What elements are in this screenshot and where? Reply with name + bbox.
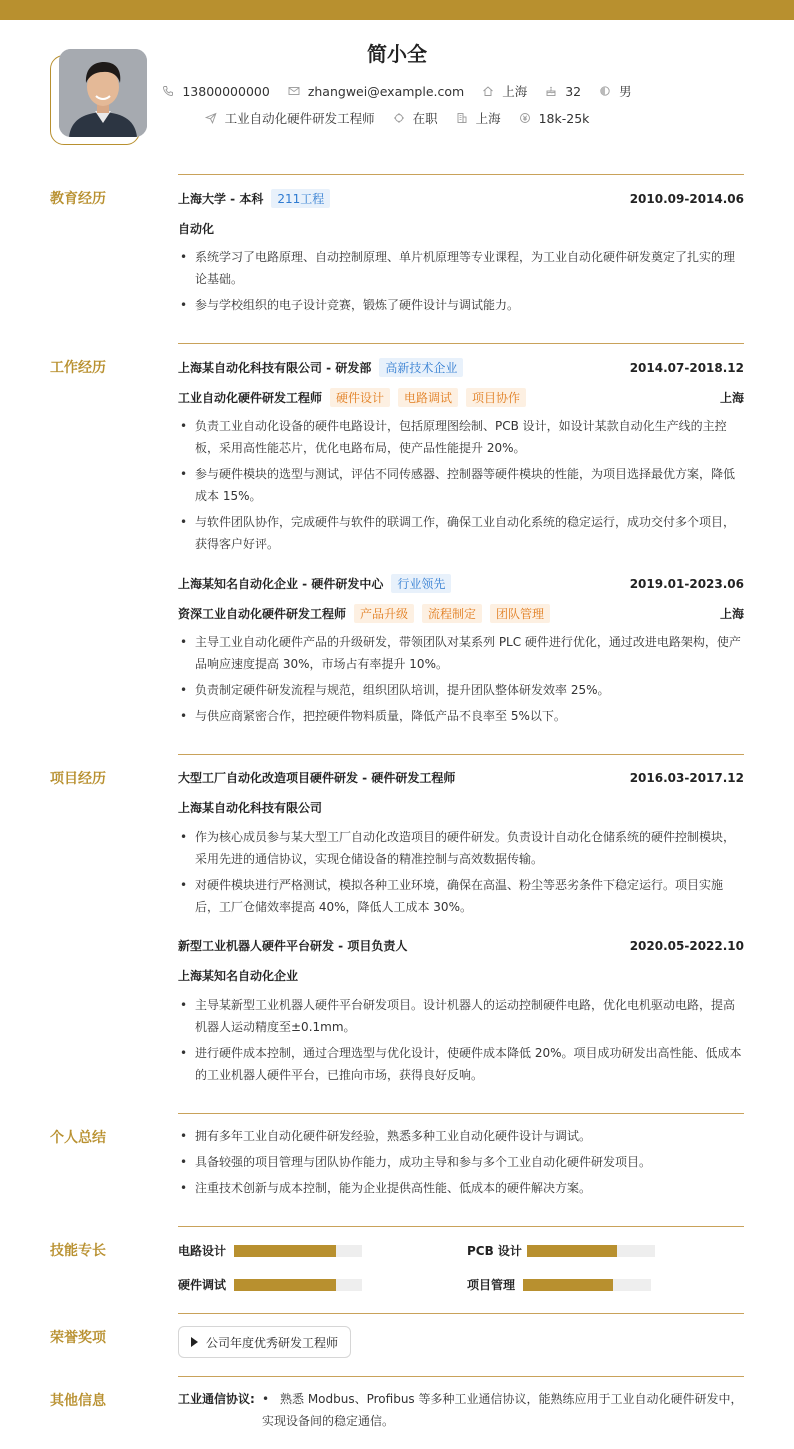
divider — [178, 343, 744, 344]
list-item: • 主导某新型工业机器人硬件平台研发项目。设计机器人的运动控制硬件电路，优化电机驱动电路，提高机器人运动精度至±0.1mm。 — [178, 994, 744, 1038]
other-text: 熟悉 Modbus、Profibus 等多种工业通信协议，能熟练应用于工业自动化硬件研发中，实现设备间的稳定通信。 — [262, 1392, 743, 1428]
position-text: 工业自动化硬件研发工程师 — [224, 111, 375, 126]
work-role-row — [178, 604, 744, 623]
project-date: 2020.05-2022.10 — [629, 938, 744, 953]
status-text: 在职 — [412, 111, 438, 126]
work-city: 上海 — [719, 391, 744, 405]
skill-name: 电路设计 — [178, 1244, 227, 1258]
money-icon — [519, 112, 531, 124]
section-title-honors: 荣誉奖项 — [50, 1330, 106, 1346]
project-company-row — [178, 967, 744, 984]
divider — [178, 1376, 744, 1377]
role-title: 工业自动化硬件研发工程师 — [178, 391, 323, 405]
project-title: 新型工业机器人硬件平台研发 - 项目负责人 — [178, 939, 408, 953]
other-label: 工业通信协议: — [178, 1392, 255, 1406]
building-icon — [456, 112, 468, 124]
city-item — [482, 82, 527, 100]
skill-name: 项目管理 — [467, 1278, 516, 1292]
skill-bar — [523, 1279, 651, 1291]
education-major-row — [178, 220, 744, 237]
salary-text: 18k-25k — [538, 110, 590, 126]
skill-item — [178, 1242, 362, 1259]
status-item — [393, 109, 438, 127]
divider — [178, 1313, 744, 1314]
skill-tag: 电路调试 — [398, 388, 458, 407]
education-date: 2010.09-2014.06 — [629, 191, 744, 206]
top-accent-bar — [0, 0, 794, 20]
skill-bar-fill — [527, 1245, 617, 1257]
status-icon — [393, 112, 405, 124]
section-title-project: 项目经历 — [50, 771, 106, 787]
skill-bar — [234, 1279, 362, 1291]
send-icon — [205, 112, 217, 124]
other-text-block — [262, 1388, 744, 1432]
skill-item — [467, 1276, 651, 1293]
contact-row — [0, 82, 794, 100]
project-company-row — [178, 799, 744, 816]
home-icon — [482, 85, 494, 97]
list-item: • 与软件团队协作，完成硬件与软件的联调工作，确保工业自动化系统的稳定运行，成功交付多个项目，获得客户好评。 — [178, 511, 744, 555]
list-item: • 拥有多年工业自动化硬件研发经验，熟悉多种工业自动化硬件设计与调试。 — [178, 1125, 744, 1147]
skill-bar-fill — [234, 1279, 336, 1291]
skill-tag: 团队管理 — [490, 604, 550, 623]
education-header — [178, 189, 744, 208]
project-header — [178, 937, 744, 954]
phone-icon — [162, 85, 174, 97]
list-item: • 参与硬件模块的选型与测试，评估不同传感器、控制器等硬件模块的性能，为项目选择最优方案，降低成本 15%。 — [178, 463, 744, 507]
list-item: • 注重技术创新与成本控制，能为企业提供高性能、低成本的硬件解决方案。 — [178, 1177, 744, 1199]
city-text: 上海 — [502, 84, 528, 99]
skill-tag: 硬件设计 — [330, 388, 390, 407]
list-item: • 负责制定硬件研发流程与规范，组织团队培训，提升团队整体研发效率 25%。 — [178, 679, 744, 701]
company-tag: 行业领先 — [391, 574, 451, 593]
skill-item — [178, 1276, 362, 1293]
work-date: 2019.01-2023.06 — [629, 576, 744, 591]
list-item: • 作为核心成员参与某大型工厂自动化改造项目的硬件研发。负责设计自动化仓储系统的硬件控制模块，采用先进的通信协议，实现仓储设备的精准控制与高效数据传输。 — [178, 826, 744, 870]
salary-item — [519, 111, 590, 126]
skill-item — [467, 1242, 655, 1259]
section-title-education: 教育经历 — [50, 191, 106, 207]
project-company: 上海某自动化科技有限公司 — [178, 801, 323, 815]
list-item: • 系统学习了电路原理、自动控制原理、单片机原理等专业课程，为工业自动化硬件研发奠定了扎实的理论基础。 — [178, 246, 744, 290]
project-company: 上海某知名自动化企业 — [178, 969, 299, 983]
position-item — [205, 109, 375, 127]
skill-tag: 流程制定 — [422, 604, 482, 623]
gender-item — [599, 82, 632, 100]
job-intent-row — [0, 109, 794, 127]
cake-icon — [545, 85, 557, 97]
divider — [178, 1226, 744, 1227]
phone-item — [162, 84, 269, 99]
company-name: 上海某知名自动化企业 - 硬件研发中心 — [178, 577, 384, 591]
skill-bar-fill — [234, 1245, 336, 1257]
age-item — [545, 84, 581, 99]
list-item: • 具备较强的项目管理与团队协作能力，成功主导和参与多个工业自动化硬件研发项目。 — [178, 1151, 744, 1173]
skill-bar — [234, 1245, 362, 1257]
school-tag: 211工程 — [271, 189, 330, 208]
company-name: 上海某自动化科技有限公司 - 研发部 — [178, 361, 372, 375]
age-text: 32 — [565, 83, 582, 99]
email-text: zhangwei@example.com — [307, 83, 465, 99]
skill-bar — [527, 1245, 655, 1257]
work-header — [178, 358, 744, 377]
work-city-text: 上海 — [475, 111, 501, 126]
triangle-icon — [191, 1337, 198, 1347]
bullet-dot: • — [262, 1392, 270, 1406]
list-item: • 主导工业自动化硬件产品的升级研发，带领团队对某系列 PLC 硬件进行优化，通过改进电路架构，使产品响应速度提高 30%，市场占有率提升 10%。 — [178, 631, 744, 675]
mail-icon — [288, 85, 300, 97]
list-item: • 参与学校组织的电子设计竞赛，锻炼了硬件设计与调试能力。 — [178, 294, 744, 316]
candidate-name: 简小全 — [367, 42, 427, 66]
work-role-row — [178, 388, 744, 407]
divider — [178, 174, 744, 175]
skill-tag: 产品升级 — [354, 604, 414, 623]
skill-name: 硬件调试 — [178, 1278, 227, 1292]
project-date: 2016.03-2017.12 — [629, 770, 744, 785]
list-item: • 对硬件模块进行严格测试，模拟各种工业环境，确保在高温、粉尘等恶劣条件下稳定运行。项目实施后，工厂仓储效率提高 40%，降低人工成本 30%。 — [178, 874, 744, 918]
award-item[interactable] — [178, 1326, 351, 1358]
section-title-skills: 技能专长 — [50, 1243, 106, 1259]
section-title-summary: 个人总结 — [50, 1130, 106, 1146]
award-text: 公司年度优秀研发工程师 — [206, 1335, 339, 1350]
section-title-work: 工作经历 — [50, 360, 106, 376]
role-title: 资深工业自动化硬件研发工程师 — [178, 607, 347, 621]
skill-bar-fill — [523, 1279, 613, 1291]
list-item: • 进行硬件成本控制，通过合理选型与优化设计，使硬件成本降低 20%。项目成功研发出高性能、低成本的工业机器人硬件平台，已推向市场，获得良好反响。 — [178, 1042, 744, 1086]
divider — [178, 1113, 744, 1114]
school-name: 上海大学 - 本科 — [178, 192, 264, 206]
project-title: 大型工厂自动化改造项目硬件研发 - 硬件研发工程师 — [178, 771, 456, 785]
skill-name: PCB 设计 — [467, 1244, 522, 1258]
section-title-other: 其他信息 — [50, 1393, 106, 1409]
major: 自动化 — [178, 222, 215, 236]
phone-text: 13800000000 — [182, 83, 270, 99]
skill-tag: 项目协作 — [466, 388, 526, 407]
gender-icon — [599, 85, 611, 97]
divider — [178, 754, 744, 755]
work-header — [178, 574, 744, 593]
gender-text: 男 — [619, 84, 632, 99]
list-item: • 与供应商紧密合作，把控硬件物料质量，降低产品不良率至 5%以下。 — [178, 705, 744, 727]
work-city: 上海 — [719, 607, 744, 621]
work-date: 2014.07-2018.12 — [629, 360, 744, 375]
list-item: • 负责工业自动化设备的硬件电路设计，包括原理图绘制、PCB 设计，如设计某款自动化生产线的主控板，采用高性能芯片，优化电路布局，使产品性能提升 20%。 — [178, 415, 744, 459]
email-item — [288, 84, 464, 99]
work-city-item — [456, 109, 501, 127]
project-header — [178, 769, 744, 786]
company-tag: 高新技术企业 — [379, 358, 463, 377]
